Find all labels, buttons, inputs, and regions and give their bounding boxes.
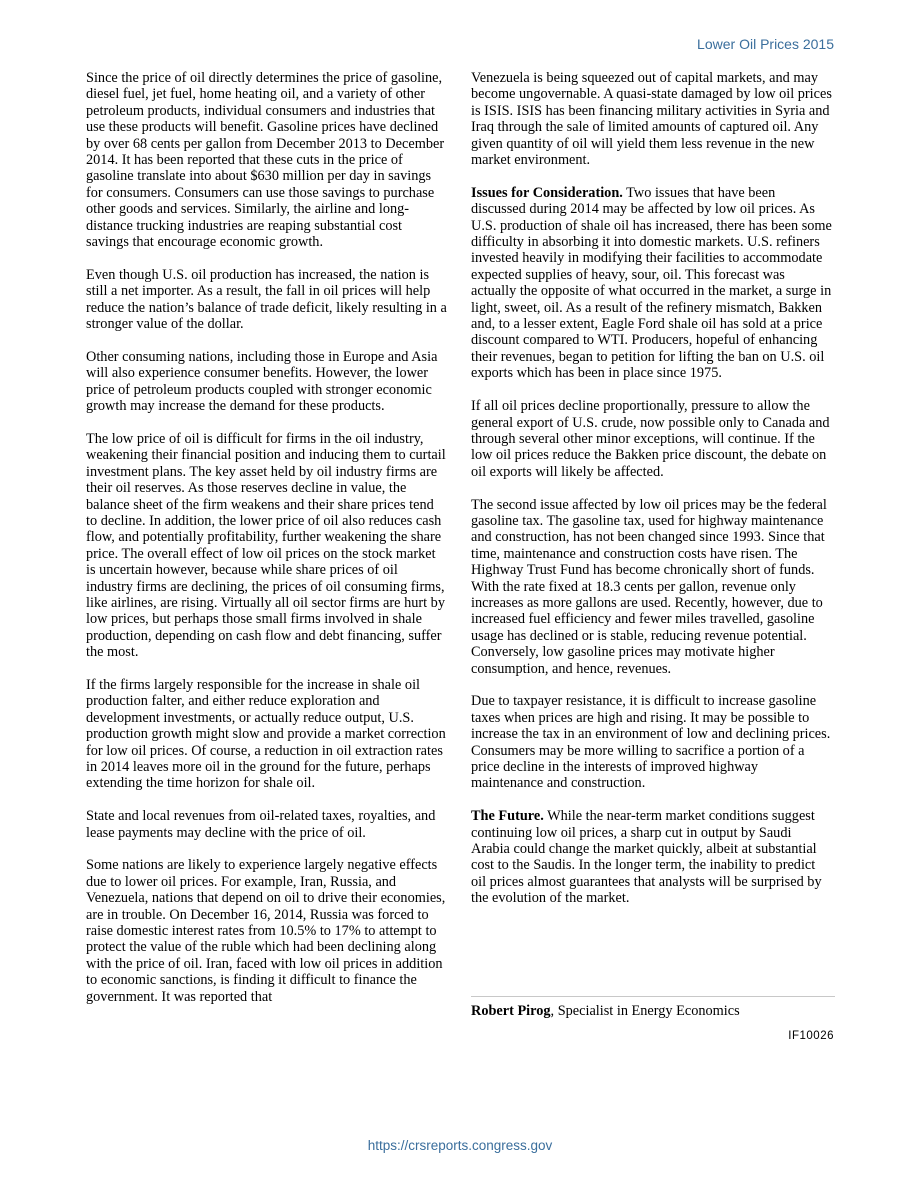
- paragraph-trade-deficit: Even though U.S. oil production has increased, the nation is still a net importer. As a result, the fall in oil prices will help reduce the nation’s balance of trade deficit, likely resulting in a stronger value of the dollar.: [86, 266, 447, 333]
- right-column: [471, 70, 833, 923]
- author-block: [471, 996, 835, 1020]
- paragraph-gasoline-tax: The second issue affected by low oil prices may be the federal gasoline tax. The gasoline tax, used for highway maintenance and construction, has not been changed since 1993. Since that time, maintenance and construction costs have risen. The Highway Trust Fund has become chronically short of funds. With the rate fixed at 18.3 cents per gallon, revenue only increases as more gallons are used. Recently, however, due to increased fuel efficiency and fewer miles travelled, gasoline usage has declined or is stable, reducing revenue potential. Conversely, low gasoline prices may motivate higher consumption, and hence, revenues.: [471, 496, 827, 677]
- paragraph-consumer-benefits: Since the price of oil directly determines the price of gasoline, diesel fuel, jet fuel, home heating oil, and a variety of other petroleum products, individual consumers and industries that use these products will benefit. Gasoline prices have declined by over 68 cents per gallon from December 2013 to December 2014. It has been reported that these cuts in the price of gasoline translate into about $630 million per day in savings for consumers. Consumers can use those savings to purchase other goods and services. Similarly, the airline and long-distance trucking industries are reaping substantial cost savings that encourage economic growth.: [86, 70, 445, 251]
- paragraph-shale-production: If the firms largely responsible for the increase in shale oil production falter, and either reduce exploration and development investments, or actually reduce output, U.S. production growth might slow and provide a market correction for low oil prices. Of course, a reduction in oil extraction rates in 2014 leaves more oil in the ground for the future, perhaps extending the time horizon for shale oil.: [86, 676, 446, 792]
- left-column: [86, 70, 448, 1021]
- author-title: , Specialist in Energy Economics: [550, 1003, 740, 1019]
- paragraph-oil-exports: If all oil prices decline proportionally, pressure to allow the general export of U.S. crude, now possible only to Canada and through several other minor exceptions, will continue. If the low oil prices reduce the Bakken price discount, the debate on oil exports will likely be affected.: [471, 398, 830, 480]
- future-heading: The Future.: [471, 808, 544, 825]
- paragraph-taxpayer-resistance: Due to taxpayer resistance, it is difficult to increase gasoline taxes when prices are high and rising. It may be possible to increase the tax in an environment of low and declining prices. Consumers may be more willing to sacrifice a portion of a price decline in the interests of improved highway maintenance and construction.: [471, 693, 831, 792]
- author-name: Robert Pirog: [471, 1003, 551, 1019]
- paragraph-issues-for-consideration: [471, 185, 833, 382]
- paragraph-state-local-revenues: State and local revenues from oil-related taxes, royalties, and lease payments may decline with the price of oil.: [86, 808, 436, 841]
- footer-link[interactable]: https://crsreports.congress.gov: [367, 1138, 553, 1153]
- paragraph-venezuela-isis: Venezuela is being squeezed out of capital markets, and may become ungovernable. A quasi-state damaged by low oil prices is ISIS. ISIS has been financing military activities in Syria and Iraq through the sale of limited amounts of captured oil. Any given quantity of oil will yield them less revenue in the new market environment.: [471, 70, 832, 169]
- header-title: Lower Oil Prices 2015: [697, 36, 834, 52]
- paragraph-the-future: [471, 808, 833, 906]
- future-text: While the near-term market conditions suggest continuing low oil prices, a sharp cut in output by Saudi Arabia could change the market quickly, albeit at substantial cost to the Saudis. In the longer term, the inability to predict oil prices almost guarantees that analysts will be surprised by the evolution of the market.: [471, 808, 822, 907]
- paragraph-other-consuming-nations: Other consuming nations, including those in Europe and Asia will also experience consumer benefits. However, the lower price of petroleum products coupled with stronger economic growth may increase the demand for these products.: [86, 348, 438, 415]
- paragraph-oil-industry-firms: The low price of oil is difficult for firms in the oil industry, weakening their financial position and inducing them to curtail investment plans. The key asset held by oil industry firms are their oil reserves. As those reserves decline in value, the balance sheet of the firm weakens and their share prices tend to decline. In addition, the lower price of oil also reduces cash flow, and potentially profitability, further weakening the share price. The overall effect of low oil prices on the stock market is uncertain however, because while share prices of oil industry firms are declining, the prices of oil consuming firms, like airlines, are rising. Virtually all oil sector firms are hurt by low prices, but perhaps those small firms involved in shale production, depending on cash flow and debt financing, suffer the most.: [86, 430, 446, 661]
- document-id: IF10026: [788, 1030, 834, 1042]
- issues-heading: Issues for Consideration.: [471, 184, 623, 201]
- issues-text: Two issues that have been discussed during 2014 may be affected by low oil prices. As U.S. production of shale oil has increased, there has been some difficulty in absorbing it into domestic markets. U.S. refiners invested heavily in modifying their facilities to accommodate expected supplies of heavy, sour, oil. This forecast was actually the opposite of what occurred in the market, a surge in light, sweet, oil. As a result of the refinery mismatch, Bakken and, to a lesser extent, Eagle Ford shale oil has sold at a price discount compared to WTI. Producers, hopeful of enhancing their revenues, began to petition for lifting the ban on U.S. oil exports which has been in place since 1975.: [471, 184, 832, 382]
- paragraph-negative-effects-nations: Some nations are likely to experience largely negative effects due to lower oil prices. For example, Iran, Russia, and Venezuela, nations that depend on oil to drive their economies, are in trouble. On December 16, 2014, Russia was forced to raise domestic interest rates from 10.5% to 17% to attempt to protect the value of the ruble which had been declining along with the price of oil. Iran, faced with low oil prices in addition to economic sanctions, is finding it difficult to finance the government. It was reported that: [86, 857, 446, 1005]
